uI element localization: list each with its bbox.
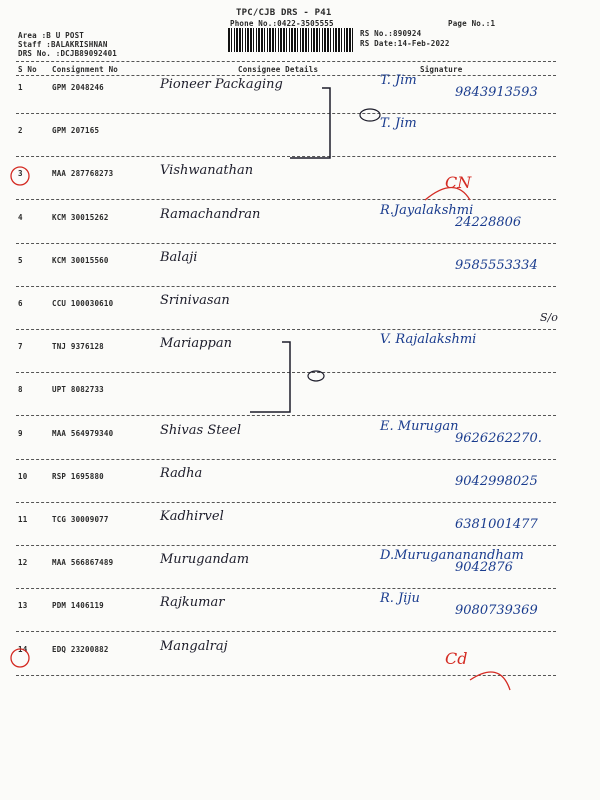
row-consignment: MAA 566867489 [52, 558, 114, 567]
row-signature: E. Murugan [380, 419, 459, 434]
row-phone: 24228806 [455, 215, 522, 230]
col-sno: S No [18, 65, 37, 74]
row-phone: 9626262270. [455, 431, 542, 446]
row-consignee: Kadhirvel [160, 509, 224, 524]
row-signature: V. Rajalakshmi [380, 332, 477, 347]
row-phone: 9585553334 [455, 258, 538, 273]
row-sno: 6 [18, 299, 23, 308]
row-sno: 2 [18, 126, 23, 135]
row-note: S/o [540, 311, 558, 324]
row-consignment: TCG 30009077 [52, 515, 109, 524]
row-consignee: Shivas Steel [160, 423, 242, 438]
row-consignee: Radha [160, 466, 203, 481]
col-consignee: Consignee Details [238, 65, 319, 74]
row-phone: 9042876 [455, 560, 513, 575]
staff: Staff :BALAKRISHNAN [18, 40, 108, 49]
row-sno: 8 [18, 385, 23, 394]
row-consignment: CCU 100030610 [52, 299, 114, 308]
row-consignee: Mangalraj [160, 639, 228, 654]
row-signature: T. Jim [380, 116, 417, 131]
col-consignment: Consignment No [52, 65, 119, 74]
row-consignment: MAA 287768273 [52, 169, 114, 178]
phone-number: Phone No.:0422-3505555 [230, 19, 334, 28]
row-signature: R. Jiju [380, 591, 420, 606]
row-signature: R.Jayalakshmi [380, 203, 474, 218]
row-phone: 9843913593 [455, 85, 538, 100]
document-title: TPC/CJB DRS - P41 [236, 8, 332, 18]
row-consignee: Murugandam [160, 552, 250, 567]
row-sno: 9 [18, 429, 23, 438]
row-consignment: MAA 564979340 [52, 429, 114, 438]
row-consignee: Rajkumar [160, 595, 225, 610]
rs-date: RS Date:14-Feb-2022 [360, 39, 450, 48]
row-consignee: Pioneer Packaging [160, 77, 283, 92]
row-consignment: EDQ 23200882 [52, 645, 109, 654]
row-consignment: RSP 1695880 [52, 472, 104, 481]
area: Area :B U POST [18, 31, 85, 40]
row-signature: D.Murugananandham [380, 548, 524, 563]
drs-number: DRS No. :DCJB89092401 [18, 49, 118, 58]
row-consignment: UPT 8082733 [52, 385, 104, 394]
row-red-mark: CN [445, 173, 472, 192]
row-signature: T. Jim [380, 73, 417, 88]
row-sno: 13 [18, 601, 28, 610]
row-sno: 3 [18, 169, 23, 178]
row-consignee: Ramachandran [160, 207, 261, 222]
row-sno: 7 [18, 342, 23, 351]
rs-number: RS No.:890924 [360, 29, 422, 38]
row-consignment: KCM 30015262 [52, 213, 109, 222]
row-sno: 5 [18, 256, 23, 265]
row-sno: 11 [18, 515, 28, 524]
row-phone: 6381001477 [455, 517, 538, 532]
row-consignee: Balaji [160, 250, 198, 265]
row-phone: 9042998025 [455, 474, 538, 489]
row-sno: 12 [18, 558, 28, 567]
row-consignment: TNJ 9376128 [52, 342, 104, 351]
row-consignment: KCM 30015560 [52, 256, 109, 265]
row-sno: 14 [18, 645, 28, 654]
row-sno: 4 [18, 213, 23, 222]
row-phone: 9080739369 [455, 603, 538, 618]
row-sno: 10 [18, 472, 28, 481]
row-sno: 1 [18, 83, 23, 92]
row-consignee: Srinivasan [160, 293, 230, 308]
col-signature: Signature [420, 65, 463, 74]
row-red-mark: Cd [445, 649, 468, 668]
row-consignee: Mariappan [160, 336, 232, 351]
page-number: Page No.:1 [448, 19, 496, 28]
row-consignee: Vishwanathan [160, 163, 254, 178]
row-consignment: GPM 2048246 [52, 83, 104, 92]
row-consignment: GPM 207165 [52, 126, 100, 135]
row-consignment: PDM 1406119 [52, 601, 104, 610]
